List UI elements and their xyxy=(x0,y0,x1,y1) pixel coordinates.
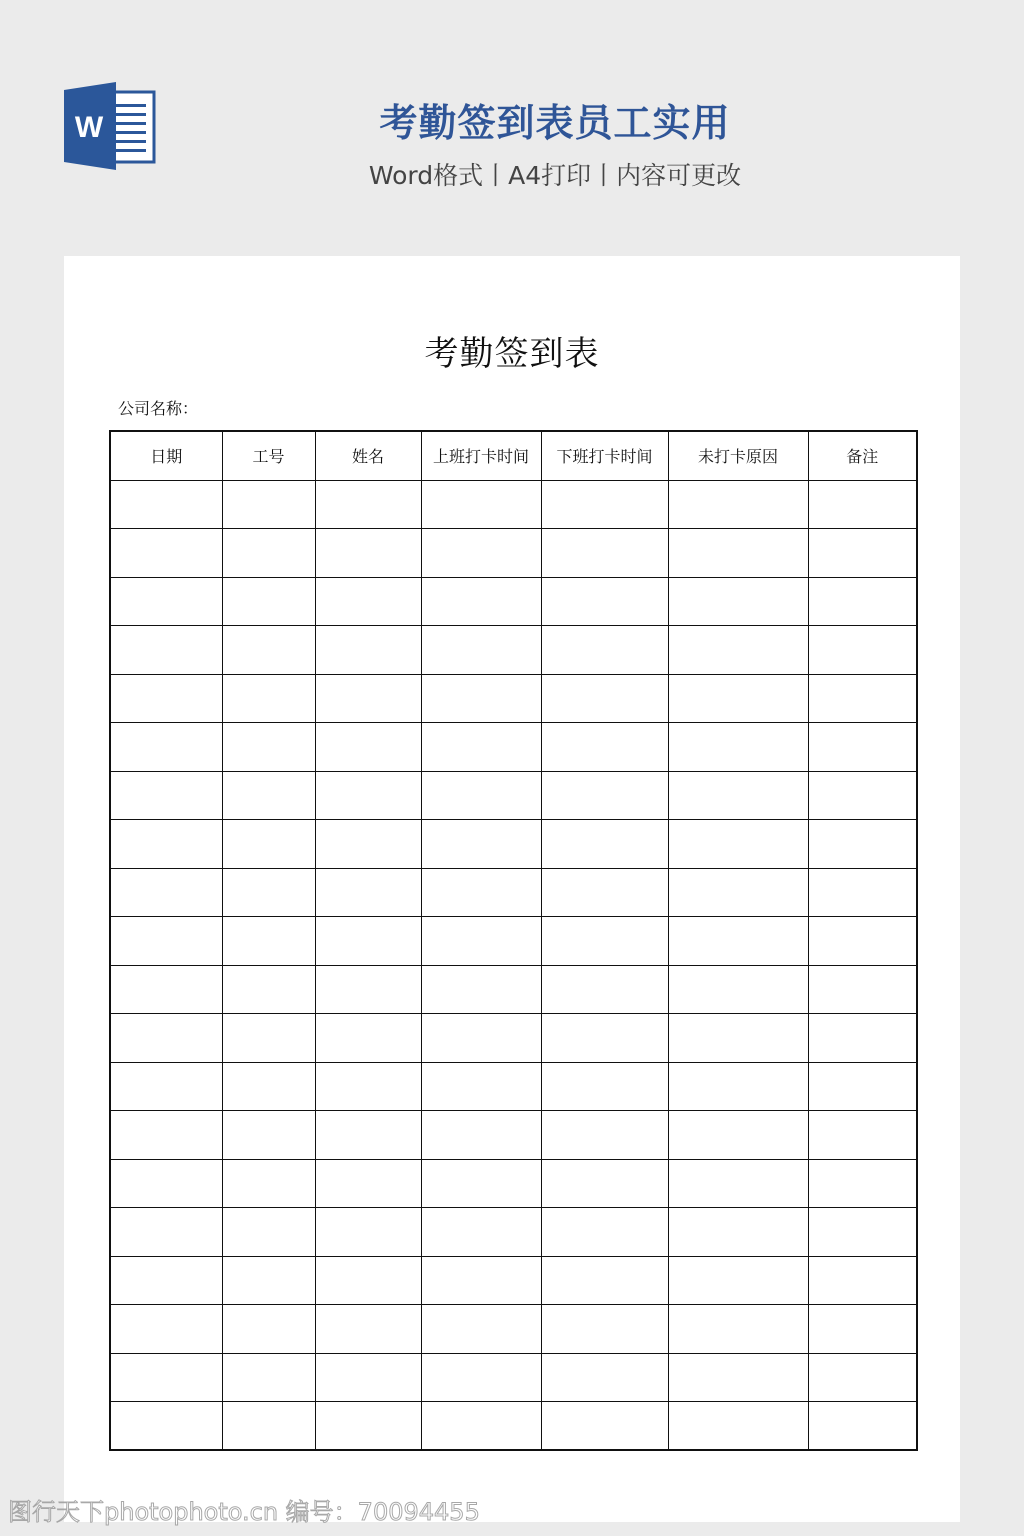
table-cell[interactable] xyxy=(315,1111,421,1160)
table-cell[interactable] xyxy=(315,626,421,675)
table-row xyxy=(110,626,917,675)
table-cell[interactable] xyxy=(110,1014,222,1063)
table-cell[interactable] xyxy=(421,1402,541,1451)
table-cell[interactable] xyxy=(541,771,668,820)
header-employee-id: 工号 xyxy=(222,431,315,480)
table-cell[interactable] xyxy=(421,868,541,917)
table-cell[interactable] xyxy=(222,771,315,820)
table-cell[interactable] xyxy=(808,723,917,772)
table-cell[interactable] xyxy=(110,771,222,820)
table-cell[interactable] xyxy=(110,1062,222,1111)
table-cell[interactable] xyxy=(808,577,917,626)
table-cell[interactable] xyxy=(668,965,808,1014)
table-cell[interactable] xyxy=(808,1208,917,1257)
table-cell[interactable] xyxy=(222,1159,315,1208)
table-cell[interactable] xyxy=(315,1256,421,1305)
table-cell[interactable] xyxy=(808,820,917,869)
table-cell[interactable] xyxy=(668,626,808,675)
table-cell[interactable] xyxy=(808,1014,917,1063)
table-cell[interactable] xyxy=(541,965,668,1014)
table-cell[interactable] xyxy=(541,1062,668,1111)
table-cell[interactable] xyxy=(808,965,917,1014)
table-cell[interactable] xyxy=(668,480,808,529)
table-cell[interactable] xyxy=(222,577,315,626)
company-name-label: 公司名称： xyxy=(118,399,199,418)
table-row xyxy=(110,868,917,917)
table-cell[interactable] xyxy=(541,1208,668,1257)
table-cell[interactable] xyxy=(668,1111,808,1160)
table-cell[interactable] xyxy=(421,917,541,966)
table-cell[interactable] xyxy=(421,965,541,1014)
table-cell[interactable] xyxy=(808,1062,917,1111)
table-cell[interactable] xyxy=(110,1159,222,1208)
table-row xyxy=(110,771,917,820)
table-cell[interactable] xyxy=(222,1256,315,1305)
table-cell[interactable] xyxy=(421,1062,541,1111)
table-row xyxy=(110,1305,917,1354)
table-cell[interactable] xyxy=(668,1353,808,1402)
table-cell[interactable] xyxy=(668,1159,808,1208)
table-header-row xyxy=(110,431,917,480)
table-cell[interactable] xyxy=(222,965,315,1014)
table-cell[interactable] xyxy=(668,1014,808,1063)
table-cell[interactable] xyxy=(808,868,917,917)
table-cell[interactable] xyxy=(110,1353,222,1402)
table-row xyxy=(110,529,917,578)
table-cell[interactable] xyxy=(808,529,917,578)
table-cell[interactable] xyxy=(222,480,315,529)
table-cell[interactable] xyxy=(541,723,668,772)
document-page xyxy=(64,256,960,1522)
table-cell[interactable] xyxy=(668,1208,808,1257)
table-cell[interactable] xyxy=(541,529,668,578)
table-cell[interactable] xyxy=(222,1062,315,1111)
attendance-table xyxy=(109,430,918,1451)
document-title: 考勤签到表 xyxy=(424,334,600,374)
table-cell[interactable] xyxy=(222,626,315,675)
banner-title: 考勤签到表员工实用 xyxy=(379,101,731,145)
table-cell[interactable] xyxy=(421,529,541,578)
table-cell[interactable] xyxy=(541,626,668,675)
table-cell[interactable] xyxy=(110,1256,222,1305)
table-cell[interactable] xyxy=(808,1159,917,1208)
table-cell[interactable] xyxy=(541,820,668,869)
table-cell[interactable] xyxy=(421,577,541,626)
table-cell[interactable] xyxy=(421,1208,541,1257)
table-cell[interactable] xyxy=(541,577,668,626)
table-cell[interactable] xyxy=(541,674,668,723)
table-cell[interactable] xyxy=(222,917,315,966)
table-cell[interactable] xyxy=(808,917,917,966)
table-cell[interactable] xyxy=(110,577,222,626)
table-cell[interactable] xyxy=(541,1256,668,1305)
table-cell[interactable] xyxy=(315,1159,421,1208)
header-name: 姓名 xyxy=(315,431,421,480)
table-row xyxy=(110,480,917,529)
table-cell[interactable] xyxy=(808,1305,917,1354)
table-cell[interactable] xyxy=(110,1111,222,1160)
table-cell[interactable] xyxy=(110,965,222,1014)
table-cell[interactable] xyxy=(668,674,808,723)
table-cell[interactable] xyxy=(541,1111,668,1160)
table-row xyxy=(110,917,917,966)
table-cell[interactable] xyxy=(315,1402,421,1451)
table-cell[interactable] xyxy=(668,820,808,869)
table-cell[interactable] xyxy=(668,577,808,626)
table-cell[interactable] xyxy=(541,1353,668,1402)
table-cell[interactable] xyxy=(222,723,315,772)
table-cell[interactable] xyxy=(315,1305,421,1354)
table-cell[interactable] xyxy=(222,1014,315,1063)
table-cell[interactable] xyxy=(808,626,917,675)
table-cell[interactable] xyxy=(110,820,222,869)
table-cell[interactable] xyxy=(110,529,222,578)
table-cell[interactable] xyxy=(222,1111,315,1160)
table-cell[interactable] xyxy=(541,1159,668,1208)
table-cell[interactable] xyxy=(421,820,541,869)
table-cell[interactable] xyxy=(808,771,917,820)
table-cell[interactable] xyxy=(668,1062,808,1111)
table-cell[interactable] xyxy=(315,1014,421,1063)
table-cell[interactable] xyxy=(315,1208,421,1257)
table-row xyxy=(110,1159,917,1208)
table-cell[interactable] xyxy=(110,1305,222,1354)
table-cell[interactable] xyxy=(421,1014,541,1063)
table-cell[interactable] xyxy=(421,626,541,675)
header-clock-out-time: 下班打卡时间 xyxy=(541,431,668,480)
table-cell[interactable] xyxy=(421,480,541,529)
table-cell[interactable] xyxy=(668,868,808,917)
table-cell[interactable] xyxy=(110,917,222,966)
table-cell[interactable] xyxy=(421,1305,541,1354)
table-cell[interactable] xyxy=(222,1353,315,1402)
table-row xyxy=(110,1014,917,1063)
table-cell[interactable] xyxy=(315,577,421,626)
watermark: 图行天下photophoto.cn 编号：70094455 xyxy=(8,1498,480,1526)
table-cell[interactable] xyxy=(668,1305,808,1354)
table-cell[interactable] xyxy=(110,723,222,772)
table-cell[interactable] xyxy=(421,674,541,723)
table-cell[interactable] xyxy=(541,917,668,966)
header-remarks: 备注 xyxy=(808,431,917,480)
table-cell[interactable] xyxy=(668,529,808,578)
table-cell[interactable] xyxy=(808,1111,917,1160)
table-cell[interactable] xyxy=(222,820,315,869)
table-cell[interactable] xyxy=(222,1402,315,1451)
table-cell[interactable] xyxy=(222,674,315,723)
table-cell[interactable] xyxy=(315,480,421,529)
table-cell[interactable] xyxy=(315,1353,421,1402)
table-cell[interactable] xyxy=(541,1305,668,1354)
table-cell[interactable] xyxy=(315,771,421,820)
table-cell[interactable] xyxy=(808,674,917,723)
table-row xyxy=(110,1256,917,1305)
table-cell[interactable] xyxy=(668,1402,808,1451)
table-cell[interactable] xyxy=(315,917,421,966)
banner-subtitle: Word格式丨A4打印丨内容可更改 xyxy=(368,161,742,190)
header-missed-reason: 未打卡原因 xyxy=(668,431,808,480)
table-cell[interactable] xyxy=(315,1062,421,1111)
table-cell[interactable] xyxy=(808,480,917,529)
table-row xyxy=(110,723,917,772)
table-cell[interactable] xyxy=(421,1353,541,1402)
table-cell[interactable] xyxy=(541,868,668,917)
table-body xyxy=(110,480,917,1450)
header-date: 日期 xyxy=(110,431,222,480)
table-cell[interactable] xyxy=(315,723,421,772)
table-cell[interactable] xyxy=(541,480,668,529)
table-cell[interactable] xyxy=(421,1159,541,1208)
table-row xyxy=(110,965,917,1014)
table-row xyxy=(110,674,917,723)
table-cell[interactable] xyxy=(315,820,421,869)
table-cell[interactable] xyxy=(222,1305,315,1354)
table-cell[interactable] xyxy=(110,626,222,675)
table-cell[interactable] xyxy=(222,868,315,917)
table-cell[interactable] xyxy=(315,868,421,917)
table-row xyxy=(110,1111,917,1160)
table-cell[interactable] xyxy=(808,1353,917,1402)
table-cell[interactable] xyxy=(668,723,808,772)
header-clock-in-time: 上班打卡时间 xyxy=(421,431,541,480)
table-cell[interactable] xyxy=(668,1256,808,1305)
table-cell[interactable] xyxy=(315,674,421,723)
table-cell[interactable] xyxy=(421,1111,541,1160)
table-cell[interactable] xyxy=(222,529,315,578)
table-cell[interactable] xyxy=(668,917,808,966)
table-row xyxy=(110,1062,917,1111)
table-cell[interactable] xyxy=(110,1208,222,1257)
table-row xyxy=(110,820,917,869)
table-cell[interactable] xyxy=(421,1256,541,1305)
table-cell[interactable] xyxy=(222,1208,315,1257)
table-cell[interactable] xyxy=(808,1256,917,1305)
table-row xyxy=(110,1353,917,1402)
word-icon xyxy=(64,82,156,170)
table-cell[interactable] xyxy=(808,1402,917,1451)
table-cell[interactable] xyxy=(110,674,222,723)
table-cell[interactable] xyxy=(110,480,222,529)
table-row xyxy=(110,577,917,626)
table-cell[interactable] xyxy=(541,1014,668,1063)
table-cell[interactable] xyxy=(421,771,541,820)
table-row xyxy=(110,1208,917,1257)
table-cell[interactable] xyxy=(421,723,541,772)
table-cell[interactable] xyxy=(315,965,421,1014)
table-cell[interactable] xyxy=(110,868,222,917)
table-cell[interactable] xyxy=(315,529,421,578)
word-logo-letter: W xyxy=(74,111,104,144)
table-cell[interactable] xyxy=(668,771,808,820)
table-cell[interactable] xyxy=(110,1402,222,1451)
table-cell[interactable] xyxy=(541,1402,668,1451)
table-row xyxy=(110,1402,917,1451)
